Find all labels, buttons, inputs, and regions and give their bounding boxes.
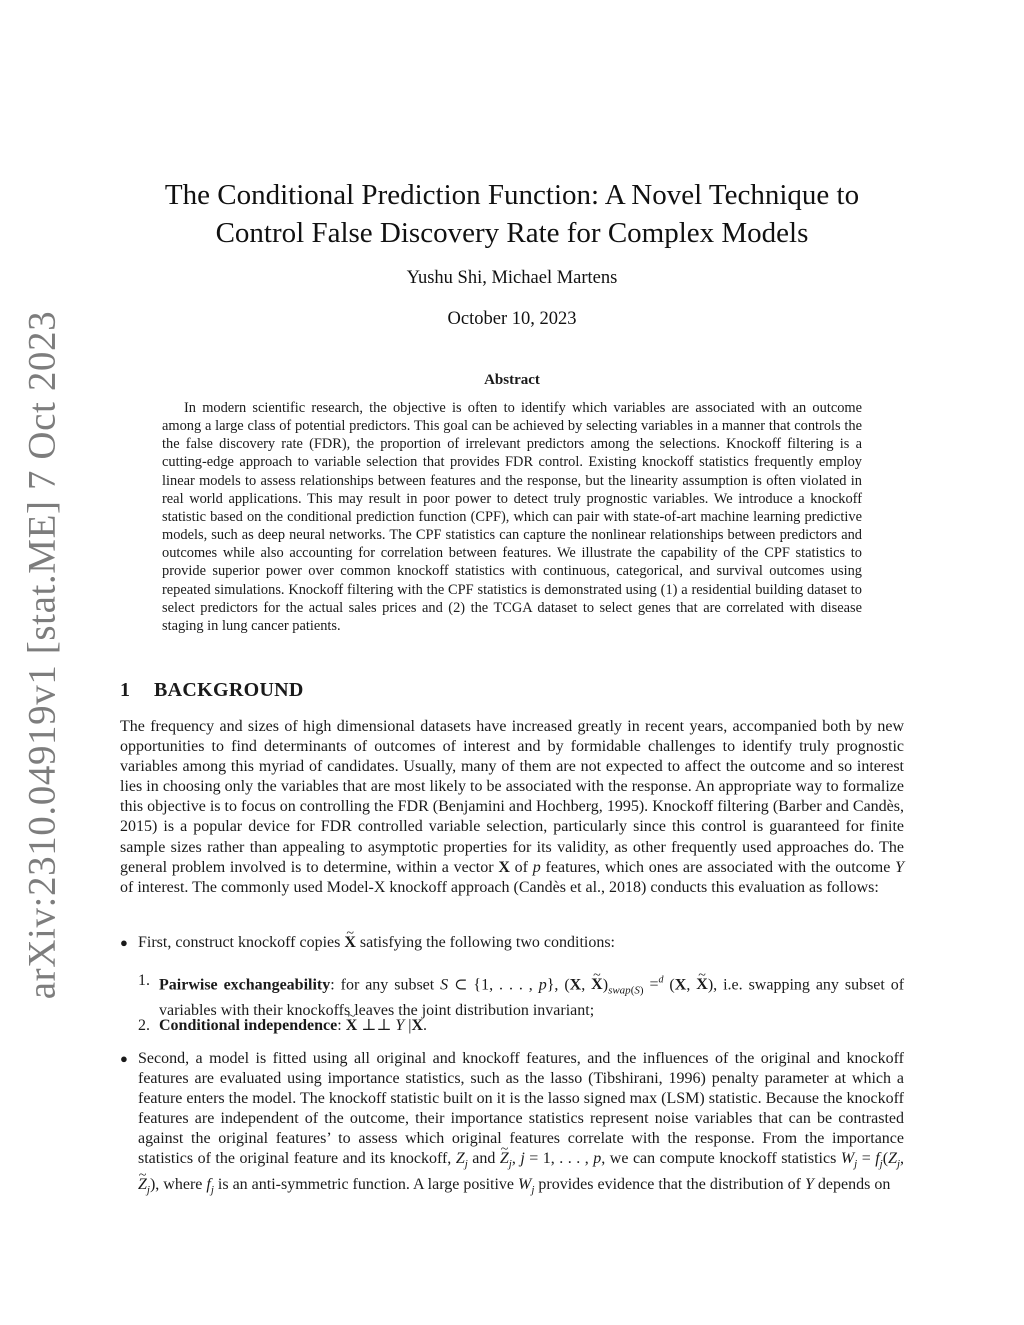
section-title: BACKGROUND: [154, 679, 304, 701]
abstract-heading: Abstract: [484, 372, 540, 388]
list-text: provides evidence that the distribution of: [538, 1175, 801, 1193]
section-heading-background: [120, 679, 304, 702]
title-line-1: The Conditional Prediction Function: A Novel Technique to: [164, 179, 860, 211]
enum-item-pairwise: [138, 971, 904, 1021]
background-paragraph: [120, 717, 904, 898]
math-symbol: $f_j$: [206, 1175, 214, 1196]
bullet-icon: ●: [120, 1051, 128, 1066]
math-symbol: ~ Z: [500, 1149, 509, 1169]
math-symbol: X: [674, 976, 687, 994]
arxiv-sidebar: [20, 310, 64, 1000]
enum-text: Pairwise exchangeability: for any subset S ⊂ {1, . . . , p}, (X, ~ $X)_{swap(S)} =^d$ (X, ~ X), i.e. swapping any subset of variables with their knockoffs leaves the joint distribution invariant;: [159, 971, 904, 1021]
enum-text-part: : for any subset: [330, 976, 435, 994]
enum-text-part: i.e. swapping any subset of variables with their knockoffs leaves the joint distribution invariant;: [159, 976, 905, 1019]
enum-text: Conditional independence: ~ X ⊥⊥ Y |X.: [159, 1016, 904, 1036]
math-symbol: $Z_j$: [455, 1150, 468, 1171]
paper-title: [120, 176, 904, 252]
math-symbol: X: [411, 1017, 424, 1034]
list-text: satisfying the following two conditions:: [359, 934, 615, 951]
paragraph-text: of interest. The commonly used Model-X knockoff approach (Candès et al., 2018) conducts this evaluation as follows:: [120, 878, 879, 896]
math-symbol: swap(S): [608, 984, 644, 997]
math-symbol: Y: [805, 1175, 814, 1193]
enum-item-conditional: [138, 1016, 904, 1036]
list-item-text: [138, 933, 904, 953]
math-symbol: S: [440, 976, 449, 994]
list-text: Second, a model is fitted using all original and knockoff features, and the influences of the original and knockoff features are evaluated using importance statistics, such as the lasso (Tibshirani, 1996) penalty parameter at which a feature enters the model. The knockoff statistic built on it is the lasso signed max (LSM) statistic. Because the knockoff features are independent of the outcome, their importance statistics represent noise variables that can be contrasted against the original features’ to assess which original features correlate with the response. From the importance statistics of the original feature and its knockoff,: [138, 1050, 904, 1168]
math-symbol: Y: [395, 1017, 405, 1034]
paragraph-text: of: [514, 858, 528, 876]
list-text: we can compute knockoff statistics: [609, 1150, 837, 1168]
section-number: 1: [120, 679, 131, 701]
list-text: depends on: [817, 1175, 891, 1193]
math-symbol: ~ X: [591, 975, 603, 995]
arxiv-identifier: arXiv:2310.04919v1 [stat.ME] 7 Oct 2023: [20, 310, 64, 1000]
math-symbol: $W_j$: [840, 1150, 858, 1171]
title-line-2: Control False Discovery Rate for Complex Models: [215, 217, 809, 249]
list-text: is an anti-symmetric function. A large positive: [217, 1175, 514, 1193]
math-symbol: ~ X: [696, 975, 708, 995]
abstract-body: In modern scientific research, the objective is often to identify which variables are associated with an outcome among a large class of potential predictors. This goal can be achieved by selecting variables in a manner that controls the the false discovery rate (FDR), the proportion of irrelevant predictors among the selections. Knockoff filtering is a cutting-edge approach to variable selection that provides FDR control. Existing knockoff statistics frequently employ linear models to assess relationships between features and the response, but the linearity assumption is often violated in real world applications. This may result in poor power to detect truly prognostic variables. We introduce a knockoff statistic based on the conditional prediction function (CPF), which can pair with state-of-art machine learning predictive models, such as deep neural networks. The CPF statistics can capture the nonlinear relationships between predictors and outcomes while also accounting for correlation between features. We illustrate the capability of the CPF statistics to provide superior power over common knockoff statistics with continuous, categorical, and survival outcomes using repeated simulations. Knockoff filtering with the CPF statistics is demonstrated using (1) a residential building dataset to select predictors for the actual sales prices and (2) the TCGA dataset to select genes that are correlated with disease staging in lung cancer patients.: [162, 400, 862, 634]
math-symbol: X: [569, 976, 582, 994]
math-symbol: p: [538, 976, 547, 994]
math-symbol: p: [532, 858, 541, 876]
list-text: where: [163, 1175, 203, 1193]
paper-authors: Yushu Shi, Michael Martens: [406, 268, 618, 288]
math-symbol: Y: [895, 858, 904, 876]
enum-label: Pairwise exchangeability: [159, 976, 331, 994]
list-item-text: Second, a model is fitted using all original and knockoff features, and the influences of the original and knockoff features are evaluated using importance statistics, such as the lasso (Tibshirani, 1996) penalty parameter at which a feature enters the model. The knockoff statistic built on it is the lasso signed max (LSM) statistic. Because the knockoff features are independent of the outcome, their importance statistics represent noise variables that can be contrasted against the original features’ to assess which original features correlate with the response. From the importance statistics of the original feature and its knockoff, $Z_j$ and ~ $Z_j$, j = 1, . . . , p, we can compute knockoff statistics $W_j = f_j(Z_j$, ~ $Z_j$), where $f_j$ is an anti-symmetric function. A large positive $W_j$ provides evidence that the distribution of Y depends on: [138, 1049, 904, 1200]
enum-number: 1.: [138, 972, 150, 989]
list-item-first: [120, 933, 904, 953]
math-symbol: ~ X: [346, 1016, 358, 1036]
enum-number: 2.: [138, 1017, 150, 1034]
bullet-icon: ●: [120, 935, 128, 950]
paragraph-text: features, which ones are associated with the outcome: [545, 858, 891, 876]
enum-label: Conditional independence: [159, 1017, 338, 1034]
math-symbol: $W_j$: [518, 1175, 535, 1196]
paper-date: October 10, 2023: [447, 309, 577, 329]
math-symbol: =$^d$: [649, 975, 664, 994]
list-item-second: [120, 1049, 904, 1200]
math-symbol: ~ X: [344, 933, 356, 953]
list-text: First, construct knockoff copies: [138, 934, 341, 951]
math-symbol: X: [498, 858, 510, 876]
paragraph-text: The frequency and sizes of high dimensional datasets have increased greatly in recent years, accompanied both by new opportunities to find determinants of outcomes of interest and by formidable challenges to identify truly prognostic variables among this myriad of candidates. Usually, many of them are not expected to affect the outcome and so interest lies in choosing only the variables that are most likely to be associated with the response. An appropriate way to formalize this objective is to focus on controlling the FDR (Benjamini and Hochberg, 1995). Knockoff filtering (Barber and Candès, 2015) is a popular device for FDR controlled variable selection, particularly since this control is guaranteed for finite sample sizes rather than appealing to asymptotic properties for its validity, as other frequently used approaches do. The general problem involved is to determine, within a vector: [120, 718, 904, 876]
